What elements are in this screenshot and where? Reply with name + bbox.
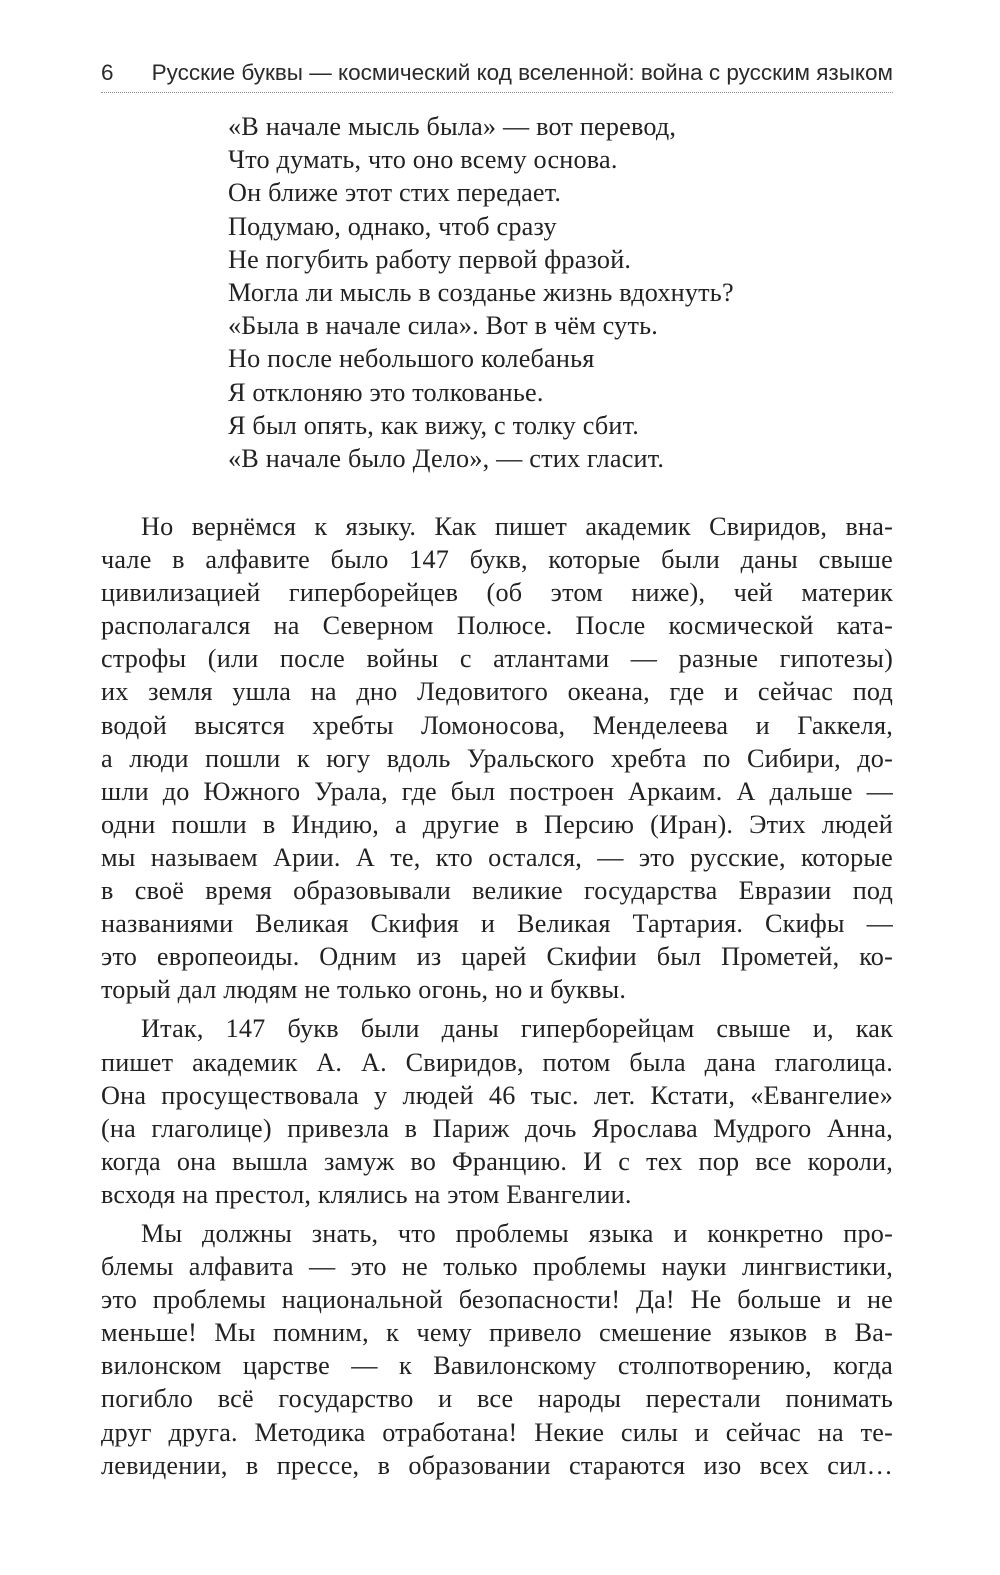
- verse-line: Подумаю, однако, чтоб сразу: [228, 211, 557, 241]
- paragraph-2: [101, 1012, 893, 1211]
- running-title: Русские буквы — космический код вселенной: война с русским языком: [151, 60, 893, 85]
- text-line: (на глаголице) привезла в Париж дочь Ярослава Мудрого Анна,: [101, 1113, 893, 1143]
- poem-quote: [228, 110, 868, 475]
- text-line: их земля ушла на дно Ледовитого океана, где и сейчас под: [101, 677, 893, 707]
- verse-line: Не погубить работу первой фразой.: [228, 244, 632, 274]
- text-line: это проблемы национальной безопасности! Да! Не больше и не: [101, 1285, 893, 1315]
- verse-line: Могла ли мысль в созданье жизнь вдохнуть?: [228, 278, 734, 308]
- text-line: а люди пошли к югу вдоль Уральского хребта по Сибири, до-: [101, 743, 893, 773]
- page-number: 6: [101, 60, 114, 85]
- page-header: [101, 58, 893, 93]
- text-line: пишет академик А. А. Свиридов, потом была дана глаголица.: [101, 1047, 893, 1077]
- text-line: всходя на престол, клялись на этом Евангелии.: [101, 1179, 632, 1209]
- verse-line: Что думать, что оно всему основа.: [228, 145, 618, 175]
- text-line: это европеоиды. Одним из царей Скифии был Прометей, ко-: [101, 942, 893, 972]
- text-line: шли до Южного Урала, где был построен Аркаим. А дальше —: [101, 776, 893, 806]
- text-line: цивилизацией гиперборейцев (об этом ниже), чей материк: [101, 578, 893, 608]
- text-line: чале в алфавите было 147 букв, которые были даны свыше: [101, 545, 893, 575]
- text-line: названиями Великая Скифия и Великая Тартария. Скифы —: [101, 909, 893, 939]
- verse-line: «Была в начале сила». Вот в чём суть.: [228, 311, 658, 341]
- text-line: Итак, 147 букв были даны гиперборейцам свыше и, как: [141, 1014, 893, 1044]
- paragraph-1: [101, 510, 893, 1006]
- verse-line: Но после небольшого колебанья: [228, 344, 595, 374]
- paragraph-3: [101, 1217, 893, 1482]
- text-line: блемы алфавита — это не только проблемы науки лингвистики,: [101, 1252, 893, 1282]
- text-line: погибло всё государство и все народы перестали понимать: [101, 1384, 893, 1414]
- text-line: когда она вышла замуж во Францию. И с тех пор все короли,: [101, 1146, 893, 1176]
- verse-line: «В начале было Дело», — стих гласит.: [228, 444, 665, 474]
- text-line: левидении, в прессе, в образовании стараются изо всех сил…: [101, 1450, 893, 1480]
- text-line: вилонском царстве — к Вавилонскому столпотворению, когда: [101, 1351, 893, 1381]
- text-line: одни пошли в Индию, а другие в Персию (Иран). Этих людей: [101, 809, 893, 839]
- verse-line: Я отклоняю это толкованье.: [228, 377, 544, 407]
- text-line: водой высятся хребты Ломоносова, Менделеева и Гаккеля,: [101, 710, 893, 740]
- verse-line: Он ближе этот стих передает.: [228, 178, 562, 208]
- text-line: торый дал людям не только огонь, но и буквы.: [101, 975, 627, 1005]
- text-line: располагался на Северном Полюсе. После космической ката-: [101, 611, 893, 641]
- text-line: меньше! Мы помним, к чему привело смешение языков в Ва-: [101, 1318, 893, 1348]
- text-line: друг друга. Методика отработана! Некие силы и сейчас на те-: [101, 1417, 893, 1447]
- text-line: строфы (или после войны с атлантами — разные гипотезы): [101, 644, 893, 674]
- verse-line: «В начале мысль была» — вот перевод,: [228, 112, 677, 141]
- text-line: в своё время образовывали великие государства Евразии под: [101, 876, 893, 906]
- text-line: Но вернёмся к языку. Как пишет академик Свиридов, вна-: [141, 512, 893, 541]
- text-line: мы называем Арии. А те, кто остался, — это русские, которые: [101, 842, 893, 872]
- text-line: Мы должны знать, что проблемы языка и конкретно про-: [141, 1218, 893, 1248]
- body-text: [101, 510, 893, 1488]
- text-line: Она просуществовала у людей 46 тыс. лет. Кстати, «Евангелие»: [101, 1080, 893, 1110]
- verse-line: Я был опять, как вижу, с толку сбит.: [228, 410, 640, 440]
